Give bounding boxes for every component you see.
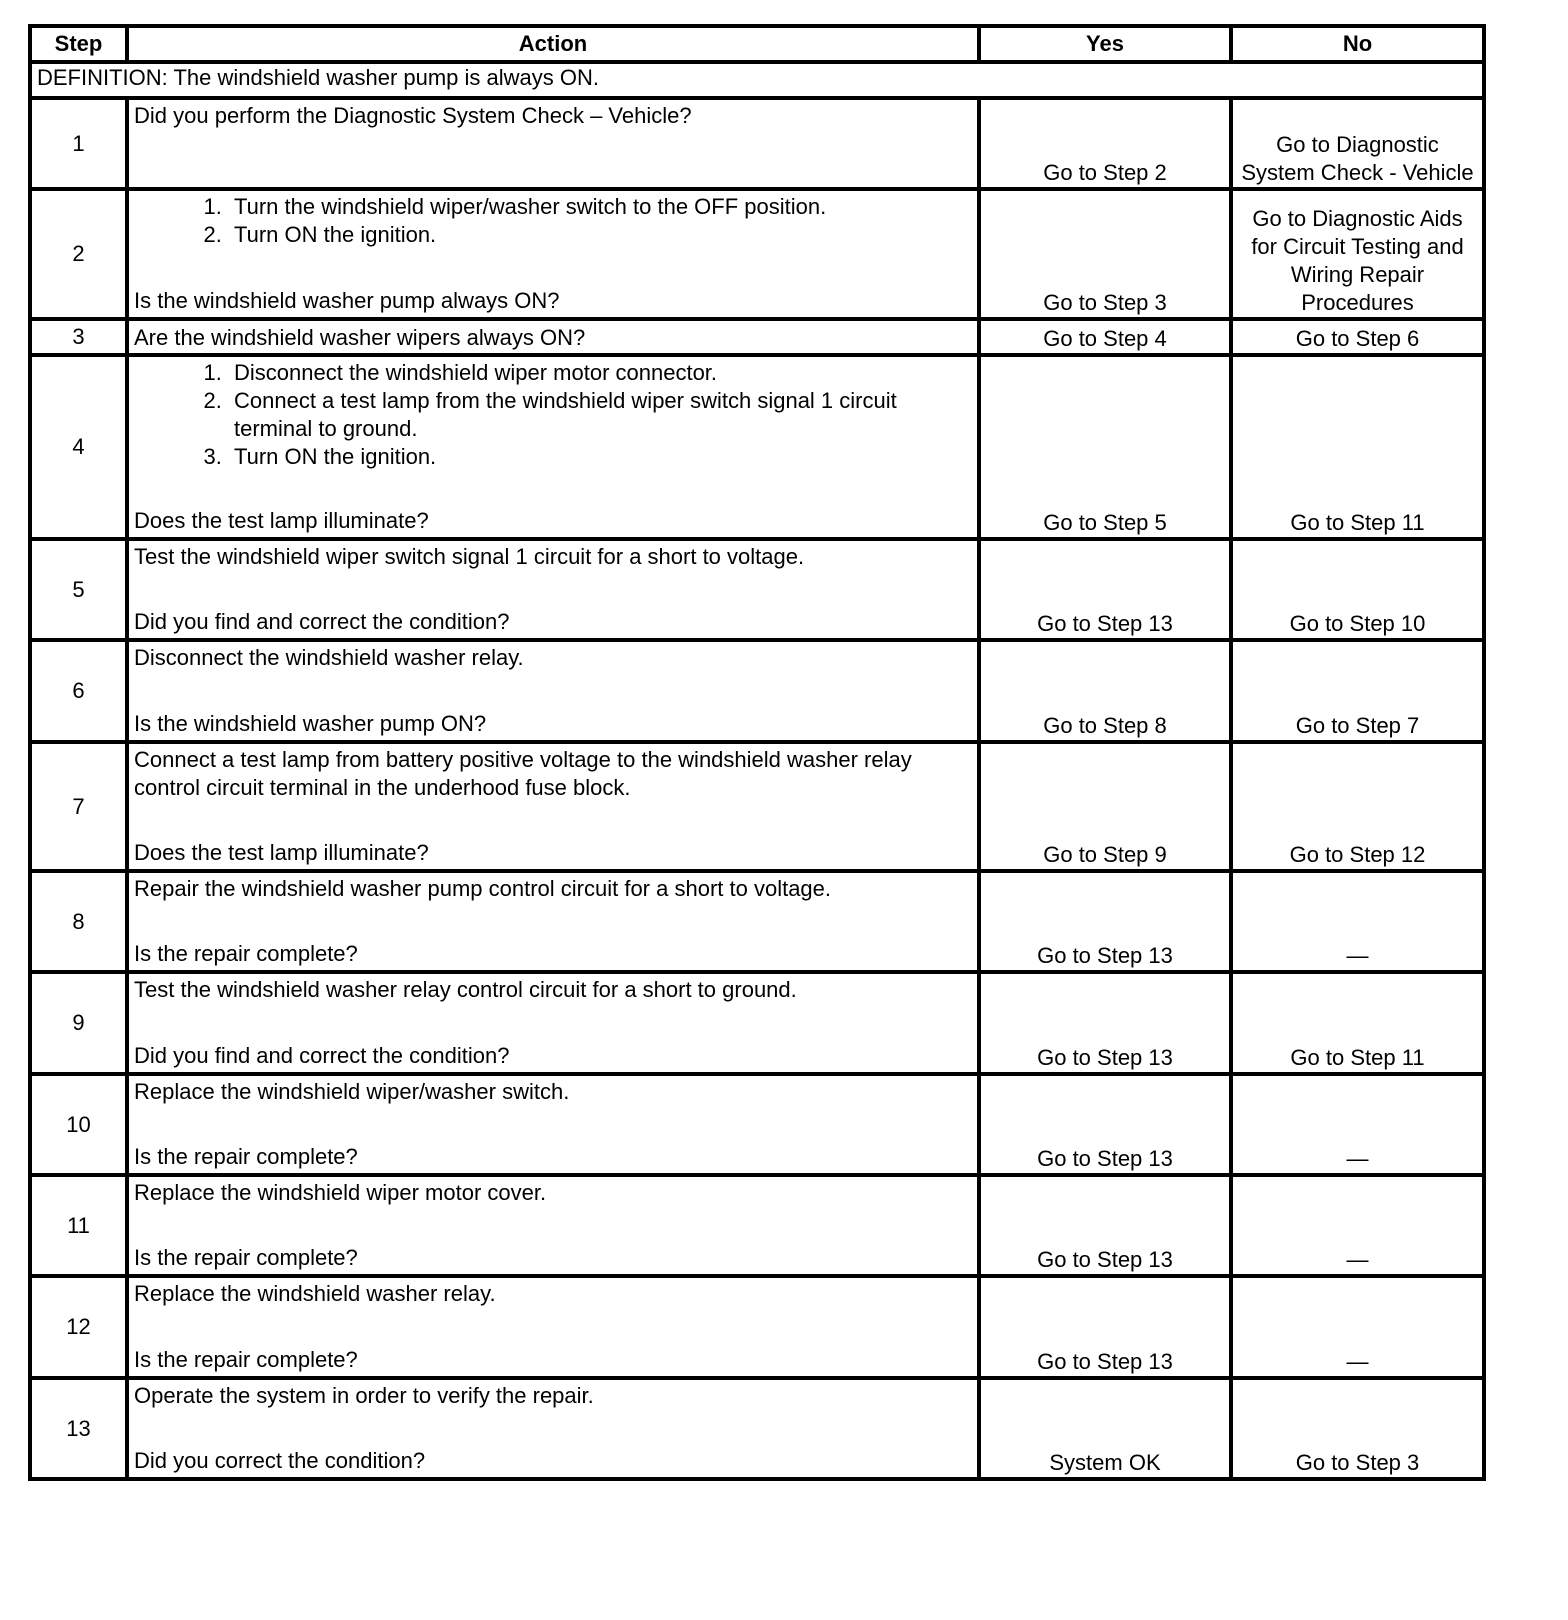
action-step-item: 2. Connect a test lamp from the windshield wiper switch signal 1 circuit terminal to ground. xyxy=(228,387,972,443)
definition-row xyxy=(30,62,1484,98)
no-result: Go to Diagnostic Aids for Circuit Testing and Wiring Repair Procedures xyxy=(1231,189,1484,319)
action-instruction: Replace the windshield washer relay. xyxy=(134,1281,496,1306)
table-row xyxy=(30,640,1484,742)
header-action: Action xyxy=(127,26,979,62)
action-instruction: Test the windshield wiper switch signal 1 circuit for a short to voltage. xyxy=(134,544,805,569)
action-cell xyxy=(127,742,979,871)
header-yes: Yes xyxy=(979,26,1231,62)
action-question: Does the test lamp illuminate? xyxy=(134,840,429,865)
action-question: Is the windshield washer pump always ON? xyxy=(134,288,560,313)
header-step: Step xyxy=(30,26,127,62)
step-number: 1 xyxy=(30,98,127,189)
table-row xyxy=(30,1074,1484,1175)
yes-result: Go to Step 5 xyxy=(979,355,1231,539)
no-result: — xyxy=(1231,1276,1484,1378)
no-result: Go to Step 12 xyxy=(1231,742,1484,871)
action-question: Did you find and correct the condition? xyxy=(134,609,510,634)
action-instruction: Replace the windshield wiper motor cover. xyxy=(134,1180,547,1205)
step-number: 9 xyxy=(30,972,127,1074)
yes-result: Go to Step 13 xyxy=(979,1276,1231,1378)
step-number: 3 xyxy=(30,319,127,355)
step-number: 7 xyxy=(30,742,127,871)
step-number: 5 xyxy=(30,539,127,640)
action-question: Did you find and correct the condition? xyxy=(134,1043,510,1068)
step-number: 13 xyxy=(30,1378,127,1479)
action-instruction: Repair the windshield washer pump control circuit for a short to voltage. xyxy=(134,876,832,901)
action-step-item: 3. Turn ON the ignition. xyxy=(228,443,972,471)
action-step-item: 1. Turn the windshield wiper/washer switch to the OFF position. xyxy=(228,193,972,221)
action-cell xyxy=(127,871,979,972)
yes-result: Go to Step 3 xyxy=(979,189,1231,319)
step-number: 11 xyxy=(30,1175,127,1276)
table-row xyxy=(30,98,1484,189)
no-result: — xyxy=(1231,1074,1484,1175)
yes-result: Go to Step 13 xyxy=(979,1175,1231,1276)
step-number: 2 xyxy=(30,189,127,319)
table-row xyxy=(30,1276,1484,1378)
no-result: — xyxy=(1231,871,1484,972)
no-result: Go to Step 3 xyxy=(1231,1378,1484,1479)
step-number: 8 xyxy=(30,871,127,972)
action-cell xyxy=(127,355,979,539)
no-result: Go to Step 6 xyxy=(1231,319,1484,355)
yes-result: System OK xyxy=(979,1378,1231,1479)
table-row xyxy=(30,319,1484,355)
action-instruction: Did you perform the Diagnostic System Check – Vehicle? xyxy=(134,103,692,128)
no-result: Go to Step 7 xyxy=(1231,640,1484,742)
action-question: Is the repair complete? xyxy=(134,1144,358,1169)
definition-text: DEFINITION: The windshield washer pump is always ON. xyxy=(30,62,1484,98)
action-question: Is the repair complete? xyxy=(134,1347,358,1372)
action-cell xyxy=(127,1175,979,1276)
action-question: Did you correct the condition? xyxy=(134,1448,426,1473)
yes-result: Go to Step 13 xyxy=(979,871,1231,972)
action-cell xyxy=(127,189,979,319)
yes-result: Go to Step 2 xyxy=(979,98,1231,189)
action-cell xyxy=(127,98,979,189)
action-cell xyxy=(127,319,979,355)
yes-result: Go to Step 8 xyxy=(979,640,1231,742)
action-cell xyxy=(127,1074,979,1175)
action-question: Is the repair complete? xyxy=(134,1245,358,1270)
table-row xyxy=(30,189,1484,319)
yes-result: Go to Step 9 xyxy=(979,742,1231,871)
diagnostic-table xyxy=(28,24,1486,1481)
action-cell xyxy=(127,539,979,640)
no-result: Go to Step 11 xyxy=(1231,972,1484,1074)
no-result: Go to Step 11 xyxy=(1231,355,1484,539)
table-row xyxy=(30,539,1484,640)
yes-result: Go to Step 13 xyxy=(979,972,1231,1074)
action-instruction: Replace the windshield wiper/washer switch. xyxy=(134,1079,570,1104)
no-result: Go to Step 10 xyxy=(1231,539,1484,640)
no-result: — xyxy=(1231,1175,1484,1276)
action-steps-list xyxy=(134,193,972,249)
step-number: 6 xyxy=(30,640,127,742)
action-instruction: Disconnect the windshield washer relay. xyxy=(134,645,524,670)
no-result: Go to Diagnostic System Check - Vehicle xyxy=(1231,98,1484,189)
yes-result: Go to Step 13 xyxy=(979,1074,1231,1175)
action-question: Is the repair complete? xyxy=(134,941,358,966)
table-row xyxy=(30,742,1484,871)
action-instruction: Test the windshield washer relay control circuit for a short to ground. xyxy=(134,977,797,1002)
yes-result: Go to Step 13 xyxy=(979,539,1231,640)
table-row xyxy=(30,1175,1484,1276)
action-steps-list xyxy=(134,359,972,471)
table-row xyxy=(30,355,1484,539)
action-instruction: Are the windshield washer wipers always ON? xyxy=(134,325,586,350)
action-instruction: Connect a test lamp from battery positive voltage to the windshield washer relay control circuit terminal in the underhood fuse block. xyxy=(134,747,912,800)
header-no: No xyxy=(1231,26,1484,62)
header-row xyxy=(30,26,1484,62)
action-cell xyxy=(127,1276,979,1378)
action-cell xyxy=(127,1378,979,1479)
step-number: 4 xyxy=(30,355,127,539)
action-cell xyxy=(127,640,979,742)
action-instruction: Operate the system in order to verify the repair. xyxy=(134,1383,594,1408)
table-row xyxy=(30,972,1484,1074)
action-cell xyxy=(127,972,979,1074)
step-number: 12 xyxy=(30,1276,127,1378)
yes-result: Go to Step 4 xyxy=(979,319,1231,355)
table-row xyxy=(30,1378,1484,1479)
table-row xyxy=(30,871,1484,972)
action-step-item: 1. Disconnect the windshield wiper motor connector. xyxy=(228,359,972,387)
action-question: Is the windshield washer pump ON? xyxy=(134,711,487,736)
action-step-item: 2. Turn ON the ignition. xyxy=(228,221,972,249)
action-question: Does the test lamp illuminate? xyxy=(134,508,429,533)
step-number: 10 xyxy=(30,1074,127,1175)
